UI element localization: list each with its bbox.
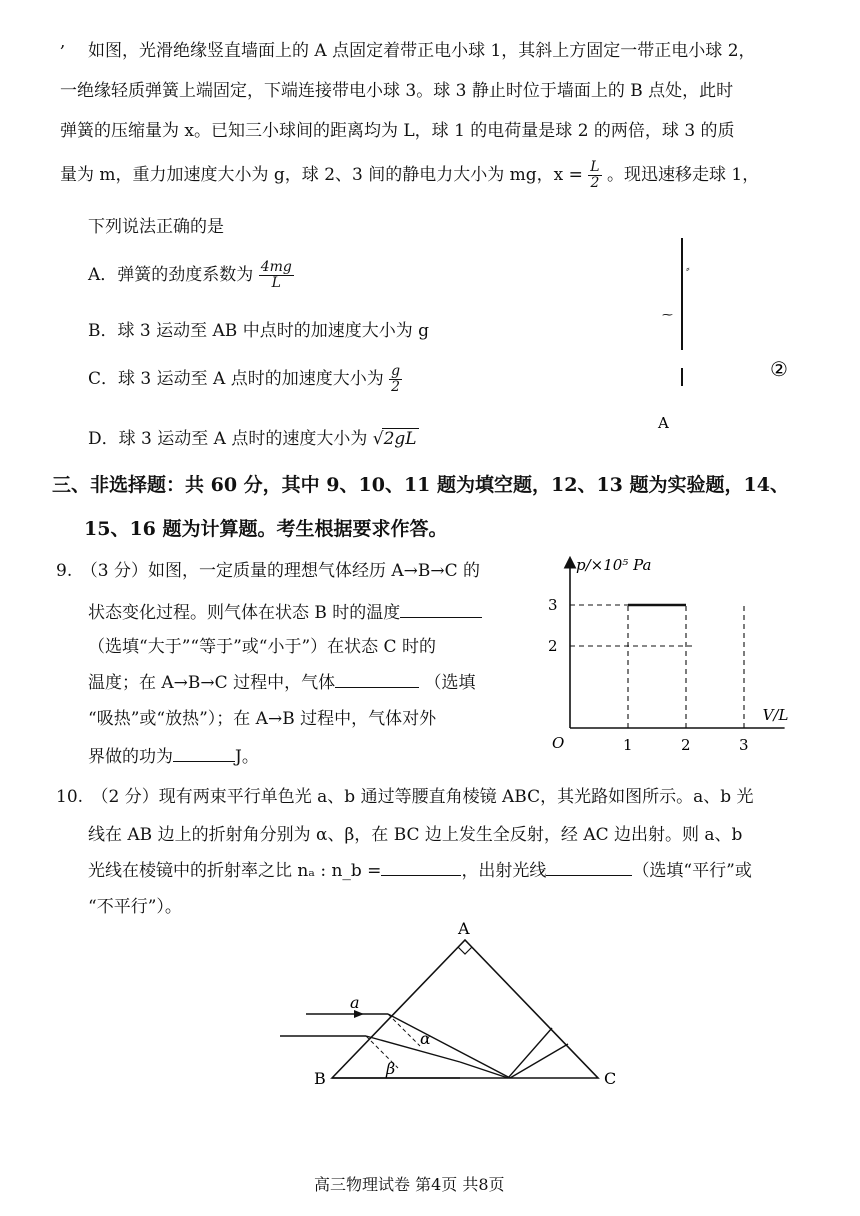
origin-label: O — [552, 734, 565, 752]
q10-line3 — [88, 856, 752, 881]
y-tick-label-3: 3 — [548, 596, 558, 614]
q8-stem-line4-text: 量为 m，重力加速度大小为 g，球 2、3 间的静电力大小为 mg，x = — [60, 165, 583, 185]
q8-option-c-fraction — [389, 364, 402, 394]
q8-option-c-den: 2 — [391, 379, 401, 395]
q9-line4-text: 温度；在 A→B→C 过程中，气体 — [88, 673, 336, 693]
q9-line6 — [88, 742, 259, 767]
q10-line3-mid: ，出射光线 — [461, 861, 547, 881]
q8-ball-2-label: ② — [770, 357, 788, 381]
x-tick-label-3: 3 — [739, 736, 749, 754]
q8-stem-line1: 如图，光滑绝缘竖直墙面上的 A 点固定着带正电小球 1，其斜上方固定一带正电小球 2， — [88, 41, 756, 61]
q8-option-d — [88, 424, 419, 449]
prism-vertex-a: A — [458, 919, 470, 938]
q9-line5: “吸热”或“放热”）；在 A→B 过程中，气体对外 — [88, 709, 437, 729]
q10-line2: 线在 AB 边上的折射角分别为 α、β，在 BC 边上发生全反射，经 AC 边出射。则 a、b — [88, 825, 743, 845]
q10-line1: 10. （2 分）现有两束平行单色光 a、b 通过等腰直角棱镜 ABC，其光路如图所示。a、b 光 — [56, 787, 754, 807]
q10-line3-tail: （选填“平行”或 — [632, 861, 752, 881]
q8-stem-line2: 一绝缘轻质弹簧上端固定，下端连接带电小球 3。球 3 静止时位于墙面上的 B 点处，此时 — [60, 81, 734, 101]
q9-line2-text: 状态变化过程。则气体在状态 B 时的温度 — [88, 603, 401, 623]
normal-a — [388, 1014, 420, 1046]
q9-blank-2[interactable] — [335, 670, 419, 688]
x-tick-label-2: 2 — [681, 736, 691, 754]
x-axis-label: V/L — [762, 706, 789, 724]
pv-guides — [570, 605, 744, 728]
q9-line1: 9. （3 分）如图，一定质量的理想气体经历 A→B→C 的 — [56, 561, 481, 581]
prism-right-angle-mark — [458, 947, 472, 954]
section3-heading-line2: 15、16 题为计算题。考生根据要求作答。 — [84, 518, 448, 540]
prism-triangle — [332, 940, 598, 1078]
q9-blank-1[interactable] — [400, 600, 482, 618]
q8-option-c-num: g — [391, 363, 401, 380]
ray-a-refracted — [388, 1014, 510, 1078]
q8-ball-mark: ⁓ — [662, 308, 673, 321]
y-tick-label-2: 2 — [548, 637, 558, 655]
angle-alpha-label: α — [420, 1029, 431, 1048]
angle-beta-label: β — [386, 1059, 396, 1078]
q8-option-d-sqrt: 2gL — [383, 429, 417, 449]
q8-x-frac-num: L — [590, 159, 600, 176]
pv-chart — [540, 532, 810, 762]
q8-x-frac-den: 2 — [590, 175, 600, 191]
q8-option-a-text: A．弹簧的劲度系数为 — [88, 265, 254, 285]
pv-labels — [548, 556, 788, 754]
page-footer: 高三物理试卷 第4页 共8页 — [314, 1175, 505, 1194]
prism-vertex-b: B — [314, 1069, 326, 1088]
q9-line4 — [88, 668, 475, 693]
q9-blank-3[interactable] — [173, 744, 235, 762]
q8-option-a-num: 4mg — [260, 259, 292, 276]
q8-option-a-den: L — [271, 275, 281, 291]
q10-blank-1[interactable] — [381, 858, 461, 876]
ray-b-reflected — [508, 1028, 552, 1078]
prism-figure — [270, 918, 630, 1098]
q9-line3: （选填“大于”“等于”或“小于”）在状态 C 时的 — [88, 637, 436, 657]
q8-stem-line3: 弹簧的压缩量为 x。已知三小球间的距离均为 L，球 1 的电荷量是球 2 的两倍，球 3 的质 — [60, 121, 735, 141]
q9-line6-unit: J。 — [235, 747, 259, 767]
ray-b-refracted — [366, 1036, 460, 1062]
q8-option-a-fraction — [259, 260, 294, 290]
q10-blank-2[interactable] — [546, 858, 632, 876]
q8-wall-figure — [640, 230, 820, 440]
q8-option-d-radical: √ — [372, 429, 384, 449]
q10-line4: “不平行”）。 — [88, 897, 182, 917]
q8-option-b: B．球 3 运动至 AB 中点时的加速度大小为 g — [88, 321, 429, 341]
q8-spring-mark: ⸗ — [686, 262, 690, 275]
q8-stem-line4 — [60, 160, 759, 191]
q9-line2 — [88, 598, 482, 623]
q8-option-a — [88, 260, 294, 291]
ray-a-label: a — [350, 993, 360, 1012]
q8-option-c-text: C．球 3 运动至 A 点时的加速度大小为 — [88, 369, 384, 389]
pv-axes — [570, 562, 785, 728]
q8-stem-line5: 下列说法正确的是 — [88, 217, 224, 237]
q9-line6-text: 界做的功为 — [88, 747, 173, 767]
section3-heading-line1: 三、非选择题：共 60 分，其中 9、10、11 题为填空题，12、13 题为实验题，14、 — [52, 474, 789, 496]
q10-line3-text: 光线在棱镜中的折射率之比 nₐ : n_b = — [88, 861, 382, 881]
q9-line4-tail: （选填 — [424, 673, 476, 693]
q8-stem-line4-tail: 。现迅速移走球 1， — [607, 165, 760, 185]
ray-a-reflected — [510, 1044, 568, 1078]
q8-bullet: , — [60, 32, 66, 52]
q8-point-a-label: A — [658, 414, 669, 432]
prism-vertex-c: C — [604, 1069, 617, 1088]
q8-option-d-text: D．球 3 运动至 A 点时的速度大小为 — [88, 429, 368, 449]
q8-option-c — [88, 364, 402, 395]
x-tick-label-1: 1 — [623, 736, 633, 754]
q8-x-fraction — [588, 160, 601, 190]
y-axis-label: p/×10⁵ Pa — [576, 556, 652, 575]
